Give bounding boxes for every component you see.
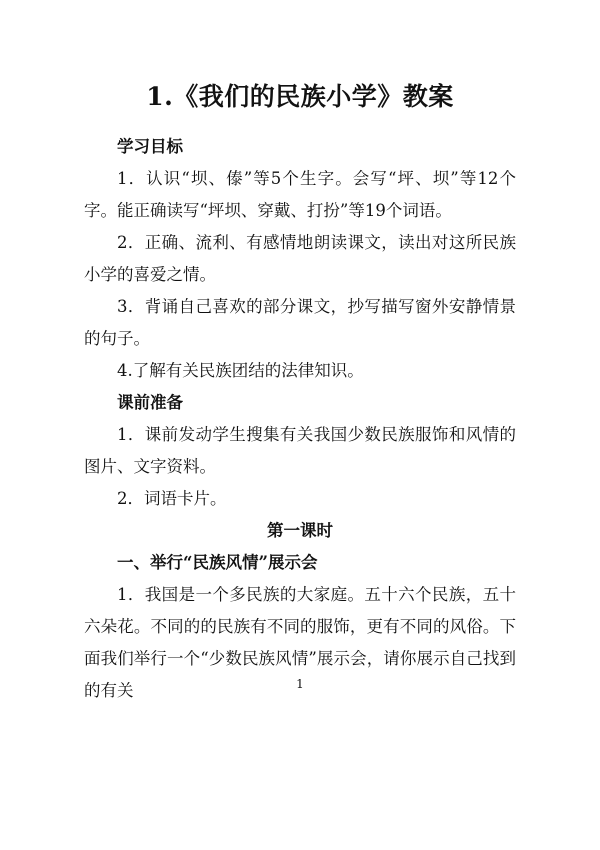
preparation-item: 1．课前发动学生搜集有关我国少数民族服饰和风情的图片、文字资料。	[84, 425, 516, 476]
preparation-item: 2．词语卡片。	[117, 489, 227, 508]
learning-goal-item: 3．背诵自己喜欢的部分课文，抄写描写窗外安静情景的句子。	[84, 297, 516, 348]
learning-goal-item: 4.了解有关民族团结的法律知识。	[117, 361, 364, 380]
lesson-subheading: 一、举行“民族风情”展示会	[117, 553, 318, 572]
lesson-paragraph: 1．我国是一个多民族的大家庭。五十六个民族，五十六朵花。不同的的民族有不同的服饰，更有不同的风俗。下面我们举行一个“少数民族风情”展示会，请你展示自己找到的有关	[84, 585, 516, 700]
learning-goal-item: 1．认识“坝、傣”等5个生字。会写“坪、坝”等12个字。能正确读写“坪坝、穿戴、打扮”等19个词语。	[84, 169, 516, 220]
section-heading-preparation: 课前准备	[117, 393, 183, 412]
learning-goal-item: 2．正确、流利、有感情地朗读课文，读出对这所民族小学的喜爱之情。	[84, 233, 516, 284]
document-title: 1.《我们的民族小学》教案	[146, 82, 454, 111]
lesson-heading: 第一课时	[267, 521, 333, 540]
page-number: 1	[296, 677, 304, 691]
document-body	[84, 131, 516, 707]
section-heading-learning-goals: 学习目标	[117, 137, 183, 156]
